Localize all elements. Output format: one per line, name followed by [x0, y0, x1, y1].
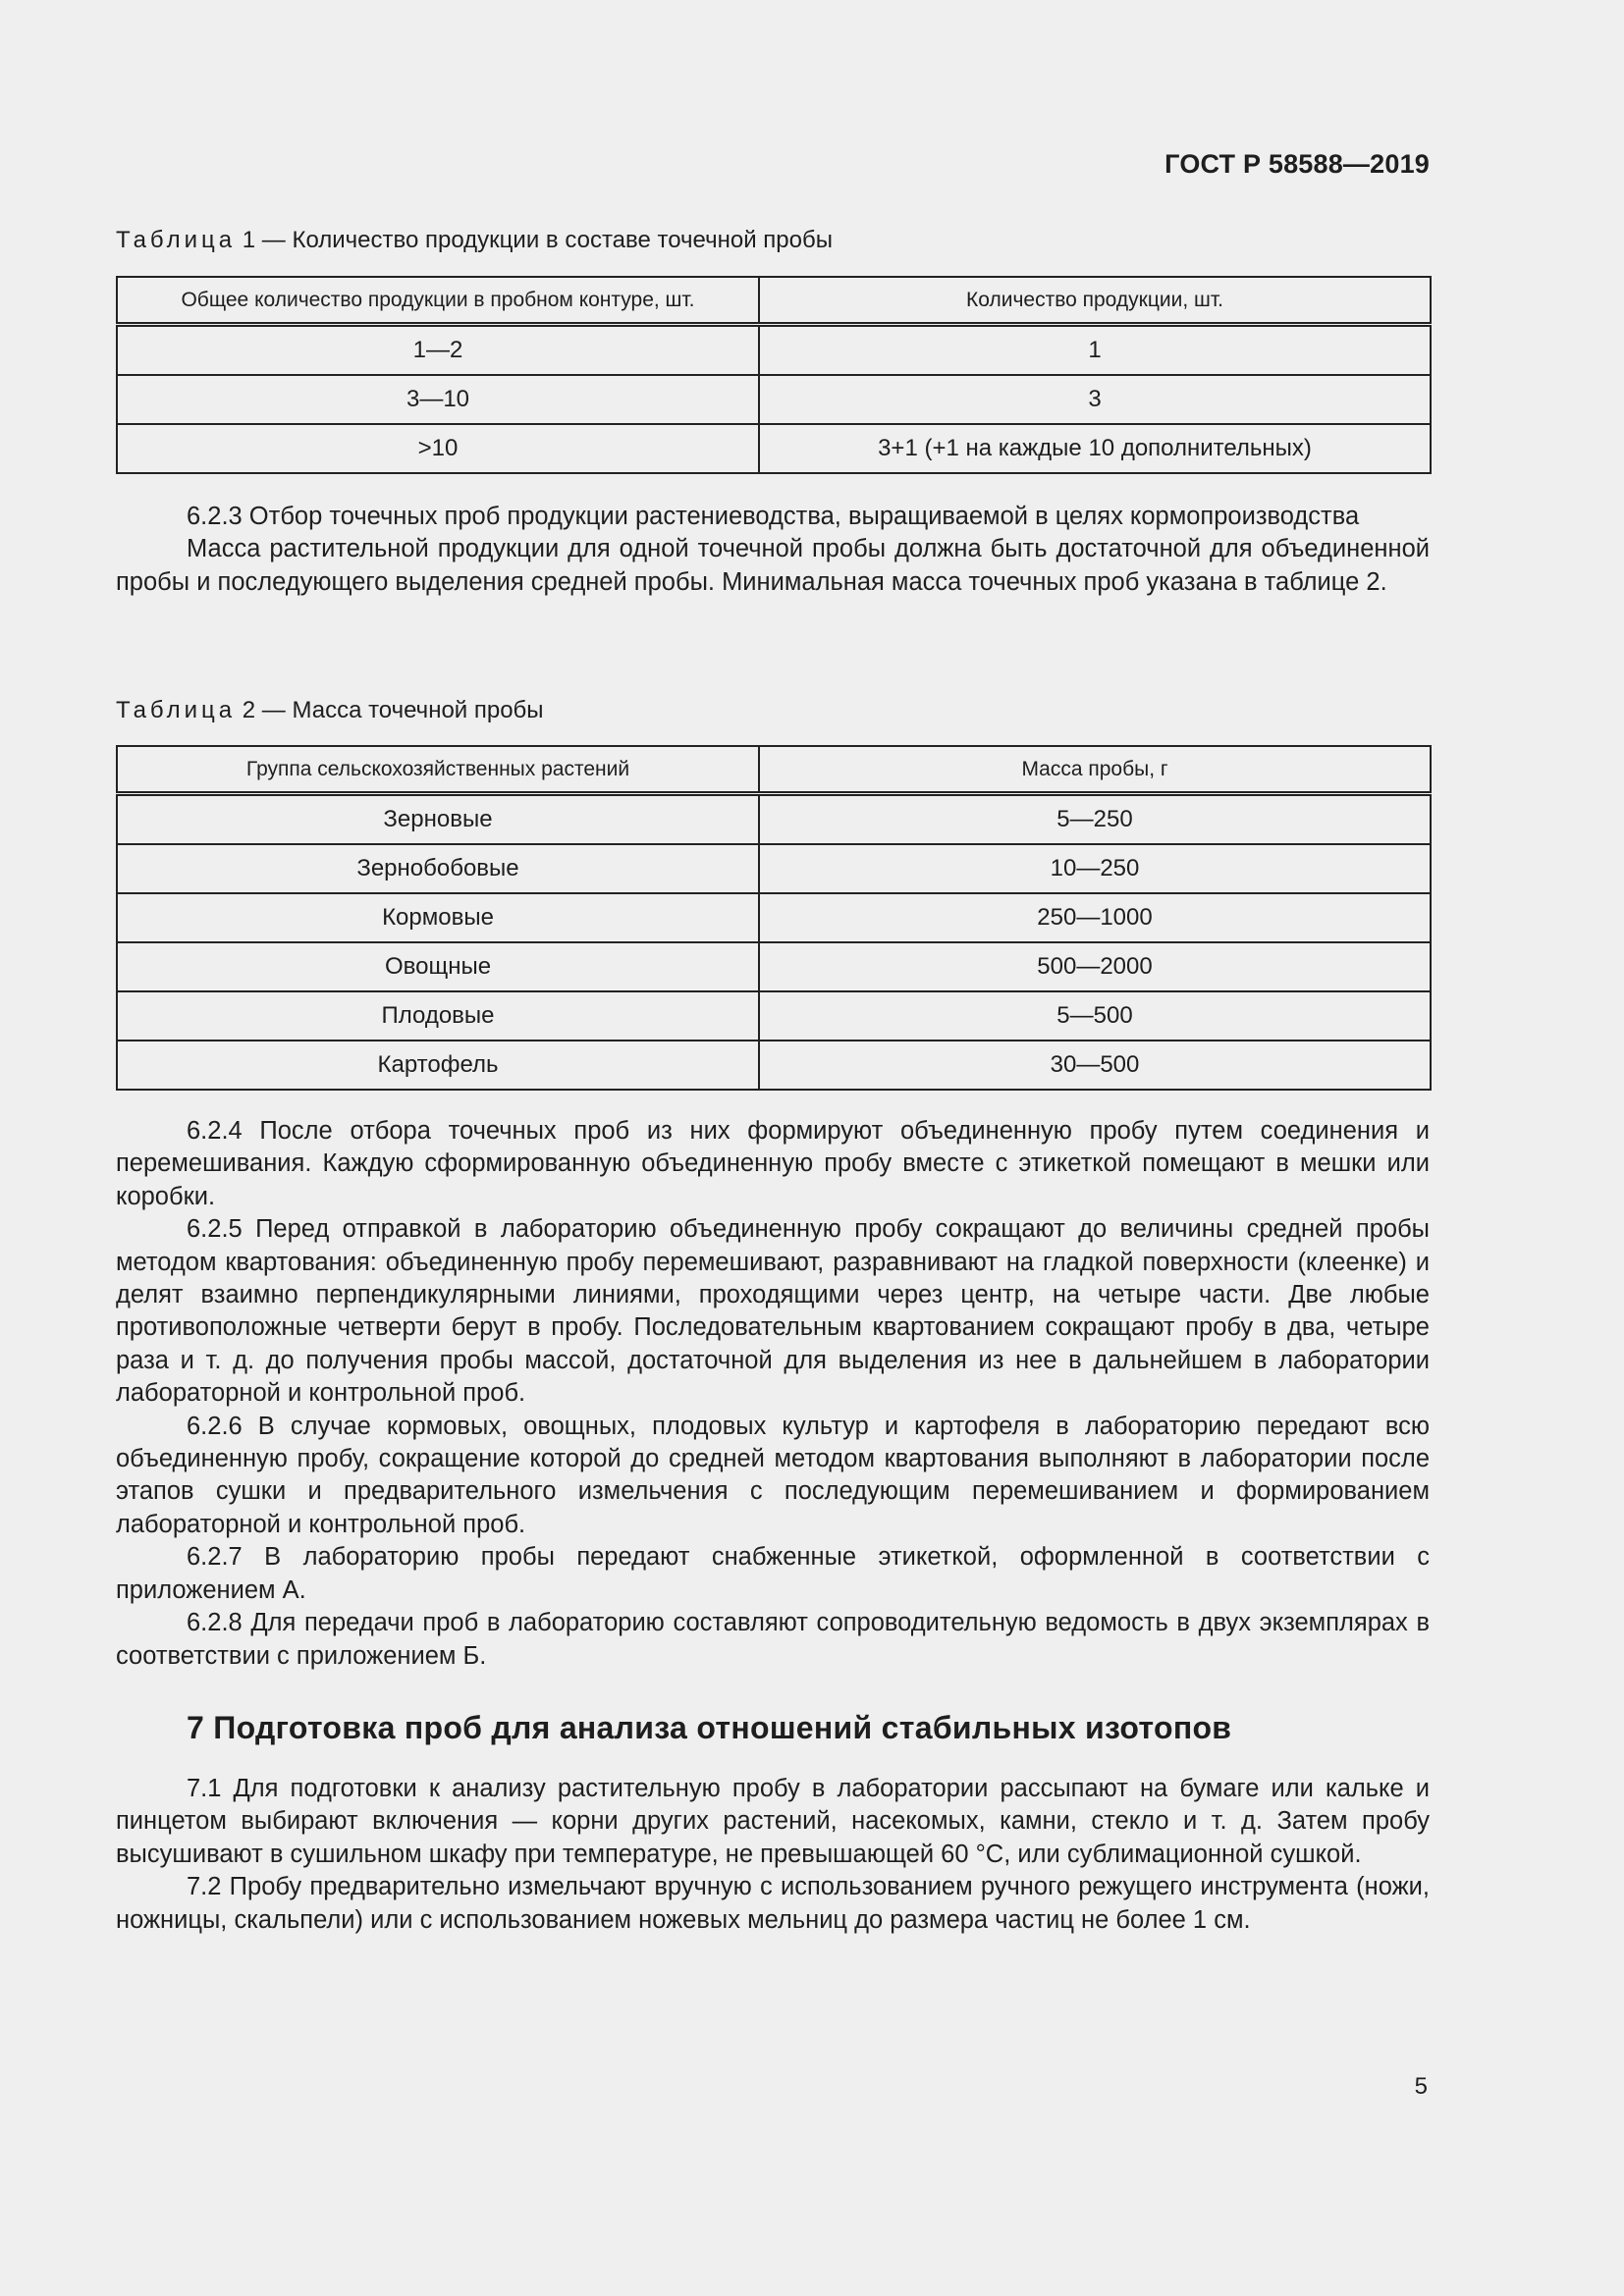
table-cell: Овощные	[117, 942, 759, 991]
table-row	[117, 942, 1431, 991]
table2	[116, 745, 1432, 1091]
table1-caption-label: Таблица	[116, 227, 237, 253]
table-cell: 250—1000	[759, 893, 1431, 942]
paragraph-6-2-6: 6.2.6 В случае кормовых, овощных, плодовых культур и картофеля в лабораторию передают всю объединенную пробу, сокращение которой до средней методом квартования выполняют в лаборатории после этапов сушки и предварительного измельчения с последующим перемешиванием и формированием лабораторной и контрольной проб.	[116, 1412, 1430, 1538]
table-cell: 1	[759, 325, 1431, 376]
table-header-row	[117, 746, 1431, 794]
section-7-body	[116, 1773, 1430, 1937]
table-row	[117, 844, 1431, 893]
table-cell: 10—250	[759, 844, 1431, 893]
table-cell: 5—250	[759, 794, 1431, 845]
table-row	[117, 1041, 1431, 1090]
table-row	[117, 893, 1431, 942]
table-header-row	[117, 277, 1431, 325]
table-cell: Плодовые	[117, 991, 759, 1041]
table1-caption	[116, 226, 833, 255]
table-cell: 30—500	[759, 1041, 1431, 1090]
table-header-cell: Группа сельскохозяйственных растений	[117, 746, 759, 794]
table-cell: 5—500	[759, 991, 1431, 1041]
section-7-heading: 7 Подготовка проб для анализа отношений стабильных изотопов	[187, 1710, 1232, 1745]
table-cell: 3—10	[117, 375, 759, 424]
table-row	[117, 991, 1431, 1041]
paragraph-6-2-8: 6.2.8 Для передачи проб в лабораторию составляют сопроводительную ведомость в двух экземплярах в соответствии с приложением Б.	[116, 1609, 1430, 1670]
table-row	[117, 375, 1431, 424]
table-row	[117, 794, 1431, 845]
document-code: ГОСТ Р 58588—2019	[1164, 149, 1430, 179]
paragraph-7-2: 7.2 Пробу предварительно измельчают вручную с использованием ручного режущего инструмента (ножи, ножницы, скальпели) или с использованием ножевых мельниц до размера частиц не более 1 см.	[116, 1873, 1430, 1934]
paragraph-6-2-3-title: 6.2.3 Отбор точечных проб продукции растениеводства, выращиваемой в целях кормопроизводства	[187, 503, 1360, 530]
table-cell: 3	[759, 375, 1431, 424]
table2-caption-text: 2 — Масса точечной пробы	[236, 697, 544, 723]
section-6-2-4-to-6-2-8	[116, 1115, 1430, 1673]
table-cell: 500—2000	[759, 942, 1431, 991]
table-header-cell: Масса пробы, г	[759, 746, 1431, 794]
paragraph-6-2-5: 6.2.5 Перед отправкой в лабораторию объединенную пробу сокращают до величины средней пробы методом квартования: объединенную пробу перемешивают, разравнивают на гладкой поверхности (клеенке) и делят взаимно перпендикулярными линиями, проходящими через центр, на четыре части. Две любые противоположные четверти берут в пробу. Последовательным квартованием сокращают пробу в два, четыре раза и т. д. до получения пробы массой, достаточной для выделения из нее в дальнейшем в лаборатории лабораторной и контрольной проб.	[116, 1215, 1430, 1408]
table-cell: 1—2	[117, 325, 759, 376]
section-6-2-3	[116, 501, 1430, 599]
table-cell: >10	[117, 424, 759, 473]
paragraph-6-2-4: 6.2.4 После отбора точечных проб из них формируют объединенную пробу путем соединения и перемешивания. Каждую сформированную объединенную пробу вместе с этикеткой помещают в мешки или коробки.	[116, 1117, 1430, 1210]
table-header-cell: Общее количество продукции в пробном контуре, шт.	[117, 277, 759, 325]
table-cell: Зерновые	[117, 794, 759, 845]
table2-caption	[116, 696, 544, 725]
table-header-cell: Количество продукции, шт.	[759, 277, 1431, 325]
table-cell: Кормовые	[117, 893, 759, 942]
table-row	[117, 424, 1431, 473]
paragraph-7-1: 7.1 Для подготовки к анализу растительную пробу в лаборатории рассыпают на бумаге или кальке и пинцетом выбирают включения — корни других растений, насекомых, камни, стекло и т. д. Затем пробу высушивают в сушильном шкафу при температуре, не превышающей 60 °С, или сублимационной сушкой.	[116, 1775, 1430, 1868]
table1	[116, 276, 1432, 474]
paragraph-6-2-3-body: Масса растительной продукции для одной точечной пробы должна быть достаточной для объединенной пробы и последующего выделения средней пробы. Минимальная масса точечных проб указана в таблице 2.	[116, 535, 1430, 596]
table-cell: Зернобобовые	[117, 844, 759, 893]
page-number: 5	[1414, 2073, 1428, 2100]
paragraph-6-2-7: 6.2.7 В лабораторию пробы передают снабженные этикеткой, оформленной в соответствии с приложением А.	[116, 1543, 1430, 1604]
table-cell: 3+1 (+1 на каждые 10 дополнительных)	[759, 424, 1431, 473]
table-cell: Картофель	[117, 1041, 759, 1090]
table1-caption-text: 1 — Количество продукции в составе точечной пробы	[236, 227, 833, 253]
table2-caption-label: Таблица	[116, 697, 237, 723]
table-row	[117, 325, 1431, 376]
